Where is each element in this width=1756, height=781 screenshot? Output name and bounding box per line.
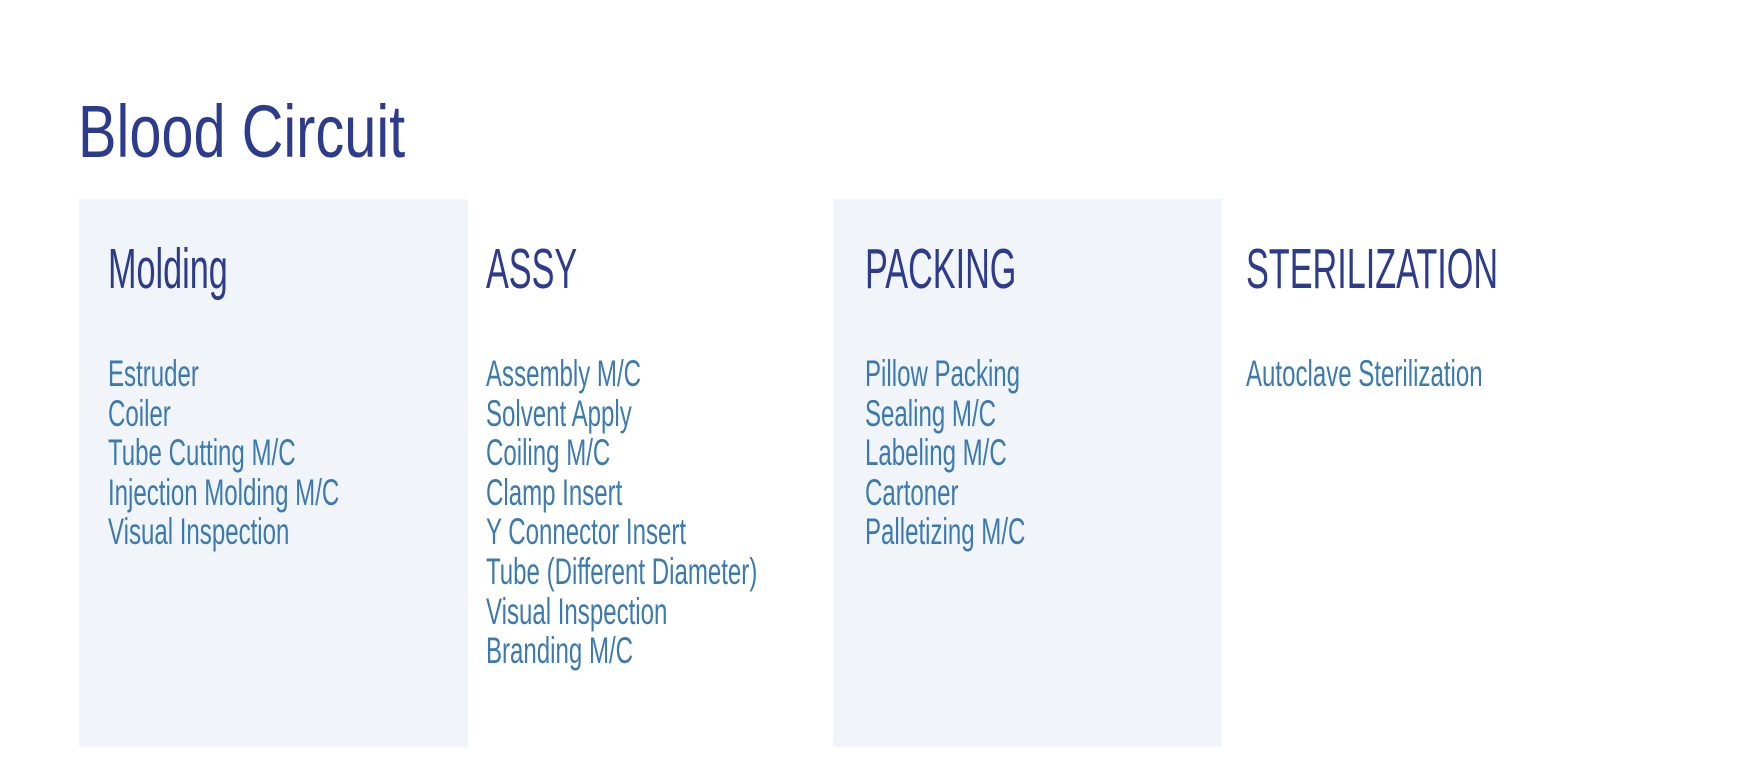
list-item: Labeling M/C [865, 432, 1007, 474]
list-item: Coiling M/C [486, 432, 611, 474]
assy-item-list [486, 354, 903, 671]
sterilization-item-list [1246, 354, 1666, 394]
list-item: Y Connector Insert [486, 511, 687, 553]
column-molding [108, 237, 464, 553]
list-item: Visual Inspection [108, 511, 290, 553]
list-item: Assembly M/C [486, 353, 642, 394]
list-item: Solvent Apply [486, 392, 632, 434]
molding-item-list [108, 354, 464, 552]
list-item: Branding M/C [486, 630, 634, 672]
list-item: Tube (Different Diameter) [486, 550, 758, 592]
packing-item-list [865, 354, 1117, 552]
column-sterilization [1246, 237, 1666, 394]
column-assy [486, 237, 903, 672]
list-item: Estruder [108, 353, 199, 394]
list-item: Pillow Packing [865, 353, 1021, 394]
list-item: Coiler [108, 392, 171, 434]
page-title: Blood Circuit [78, 90, 406, 173]
list-item: Clamp Insert [486, 471, 623, 513]
column-header-molding: Molding [108, 237, 228, 301]
list-item: Cartoner [865, 471, 959, 513]
list-item: Injection Molding M/C [108, 471, 340, 513]
column-header-sterilization: STERILIZATION [1246, 237, 1499, 301]
list-item: Palletizing M/C [865, 511, 1026, 553]
column-header-packing: PACKING [865, 237, 1017, 301]
list-item: Visual Inspection [486, 590, 668, 632]
column-header-assy: ASSY [486, 237, 578, 301]
list-item: Tube Cutting M/C [108, 432, 296, 474]
list-item: Sealing M/C [865, 392, 996, 434]
list-item: Autoclave Sterilization [1246, 353, 1483, 394]
column-packing [865, 237, 1117, 553]
